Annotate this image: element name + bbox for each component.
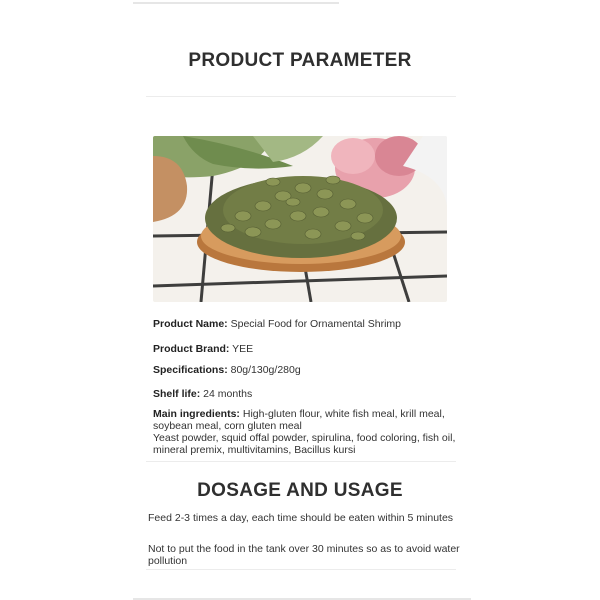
section-divider xyxy=(146,461,456,462)
product-brand-row xyxy=(153,343,473,355)
title-divider xyxy=(146,96,456,97)
product-brand-value: YEE xyxy=(229,343,254,355)
main-ingredients-label: Main ingredients: xyxy=(153,408,240,420)
usage-line-2: Not to put the food in the tank over 30 minutes so as to avoid water pollution xyxy=(148,543,460,567)
shelf-life-value: 24 months xyxy=(200,388,253,400)
bottom-thin-divider xyxy=(146,569,456,570)
main-ingredients-value: High-gluten flour, white fish meal, krill meal, soybean meal, corn gluten meal xyxy=(153,408,445,432)
dosage-usage-title: DOSAGE AND USAGE xyxy=(197,480,403,501)
specifications-value: 80g/130g/280g xyxy=(227,364,301,376)
product-name-value: Special Food for Ornamental Shrimp xyxy=(227,318,402,330)
shelf-life-row xyxy=(153,388,473,400)
specifications-label: Specifications: xyxy=(153,364,228,376)
usage-line-1: Feed 2-3 times a day, each time should be eaten within 5 minutes xyxy=(148,512,454,524)
top-divider xyxy=(133,2,339,4)
product-name-label: Product Name: xyxy=(153,318,228,330)
product-name-row xyxy=(153,318,473,330)
main-ingredients-value-2: Yeast powder, squid offal powder, spirulina, food coloring, fish oil, mineral premix, multivitamins, Bacillus kursi xyxy=(153,432,456,456)
product-photo xyxy=(153,136,447,302)
main-ingredients-row xyxy=(153,408,473,456)
product-parameter-title: PRODUCT PARAMETER xyxy=(188,50,412,71)
product-brand-label: Product Brand: xyxy=(153,343,230,355)
specifications-row xyxy=(153,364,473,376)
shelf-life-label: Shelf life: xyxy=(153,388,201,400)
